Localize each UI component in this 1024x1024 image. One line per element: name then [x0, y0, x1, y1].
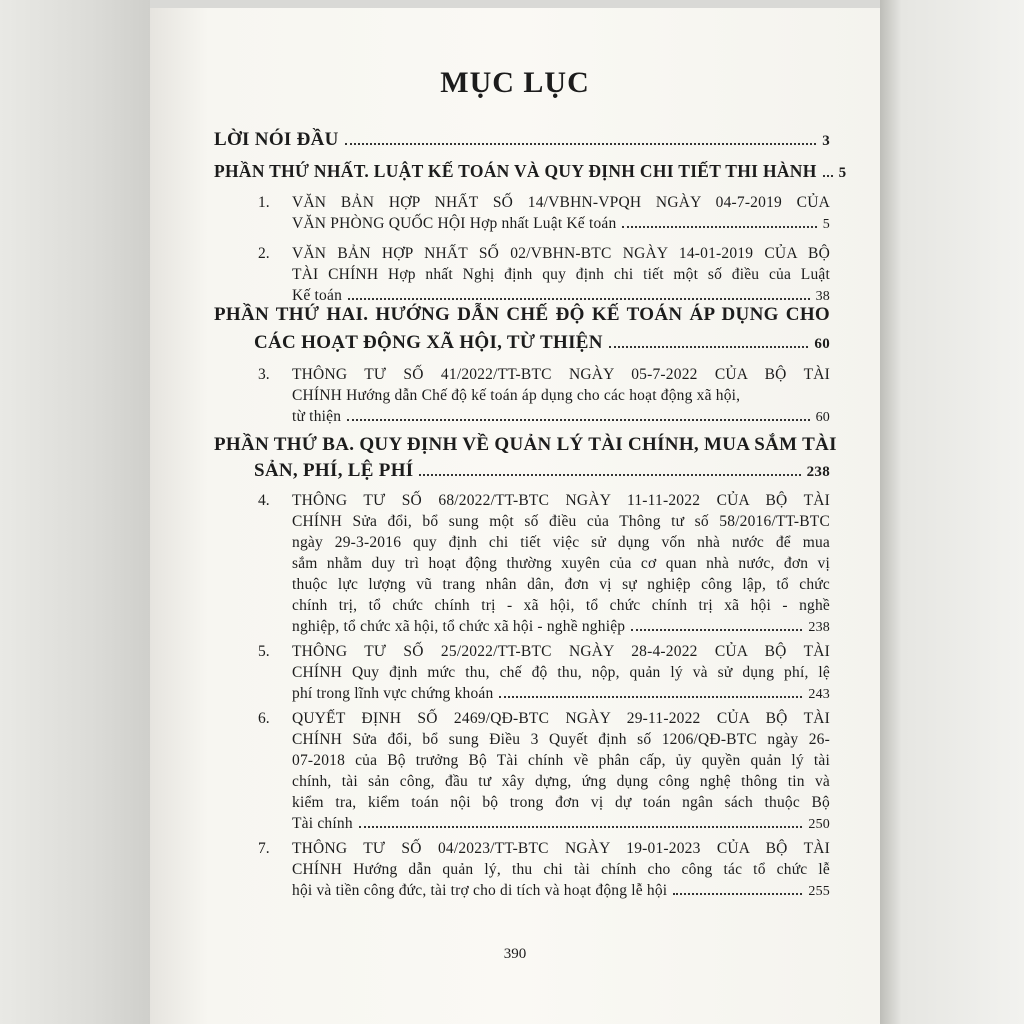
toc-part-3-line-1: PHẦN THỨ BA. QUY ĐỊNH VỀ QUẢN LÝ TÀI CHÍNH, MUA SẮM TÀI	[214, 434, 837, 455]
toc-item-4-line-6: chính trị, tổ chức chính trị - xã hội, tổ chức chính trị xã hội - nghề	[292, 597, 830, 614]
toc-part-2-page: 60	[814, 336, 830, 352]
toc-item-3-line-1: THÔNG TƯ SỐ 41/2022/TT-BTC NGÀY 05-7-2022 CỦA BỘ TÀI	[292, 366, 830, 383]
toc-item-1-line-2	[292, 215, 830, 233]
toc-item-7-line-1: THÔNG TƯ SỐ 04/2023/TT-BTC NGÀY 19-01-2023 CỦA BỘ TÀI	[292, 840, 830, 857]
toc-item-4-line-7-text: nghiệp, tổ chức xã hội, tổ chức xã hội - nghề nghiệp	[292, 618, 626, 635]
toc-item-2-line-3-text: Kế toán	[292, 287, 343, 304]
toc-item-6-page: 250	[808, 817, 830, 832]
toc-item-2-line-3	[292, 287, 830, 305]
toc-item-3-line-3-text: từ thiện	[292, 408, 342, 425]
toc-item-5-line-2: CHÍNH Quy định mức thu, chế độ thu, nộp, quản lý và sử dụng phí, lệ	[292, 664, 830, 681]
toc-item-1-line-2-text: VĂN PHÒNG QUỐC HỘI Hợp nhất Luật Kế toán	[292, 215, 617, 232]
toc-item-6-line-6-text: Tài chính	[292, 815, 353, 832]
toc-item-3-number: 3.	[258, 366, 270, 383]
toc-item-7-line-3-text: hội và tiền công đức, tài trợ cho di tích và hoạt động lễ hội	[292, 882, 668, 899]
right-page-edge	[880, 0, 1024, 1024]
toc-item-1-line-1: VĂN BẢN HỢP NHẤT SỐ 14/VBHN-VPQH NGÀY 04-7-2019 CỦA	[292, 194, 830, 211]
toc-item-7-page: 255	[808, 884, 830, 899]
toc-item-6-line-5: kiểm tra, kiểm toán nội bộ trong đơn vị dự toán ngân sách thuộc Bộ	[292, 794, 830, 811]
toc-item-4-number: 4.	[258, 492, 270, 509]
toc-item-2-line-2: TÀI CHÍNH Hợp nhất Nghị định quy định chi tiết một số điều của Luật	[292, 266, 830, 283]
toc-item-1-page: 5	[822, 217, 830, 232]
dot-leader	[345, 143, 816, 145]
toc-item-2-page: 38	[815, 289, 830, 304]
toc-item-6-line-4: chính, tài sản công, đầu tư xây dựng, ứng dụng công nghệ thông tin và	[292, 773, 830, 790]
toc-item-6-line-6	[292, 815, 830, 833]
toc-item-5-line-3-text: phí trong lĩnh vực chứng khoán	[292, 685, 494, 702]
toc-item-7-line-3	[292, 882, 830, 900]
toc-item-5-number: 5.	[258, 643, 270, 660]
toc-loi-noi-dau-text: LỜI NÓI ĐẦU	[214, 129, 339, 150]
dot-leader	[347, 419, 809, 421]
toc-loi-noi-dau-page: 3	[822, 133, 830, 149]
toc-part-3-line-2-text: SẢN, PHÍ, LỆ PHÍ	[254, 460, 414, 481]
dot-leader	[673, 893, 802, 895]
dot-leader	[622, 226, 816, 228]
toc-item-5-line-3	[292, 685, 830, 703]
dot-leader	[359, 826, 803, 828]
toc-item-4-line-4: sắm nhằm duy trì hoạt động thường xuyên của cơ quan nhà nước, đơn vị	[292, 555, 830, 572]
toc-item-6-line-3: 07-2018 của Bộ trưởng Bộ Tài chính về phân cấp, ủy quyền quản lý tài	[292, 752, 830, 769]
dot-leader	[823, 175, 833, 177]
toc-item-2-line-1: VĂN BẢN HỢP NHẤT SỐ 02/VBHN-BTC NGÀY 14-01-2019 CỦA BỘ	[292, 245, 830, 262]
toc-item-5-line-1: THÔNG TƯ SỐ 25/2022/TT-BTC NGÀY 28-4-2022 CỦA BỘ TÀI	[292, 643, 830, 660]
toc-item-3-line-3	[292, 408, 830, 426]
toc-item-4-line-3: ngày 29-3-2016 quy định chi tiết việc sử dụng vốn nhà nước để mua	[292, 534, 830, 551]
dot-leader	[348, 298, 810, 300]
toc-item-3-line-2: CHÍNH Hướng dẫn Chế độ kế toán áp dụng cho các hoạt động xã hội,	[292, 387, 741, 404]
dot-leader	[631, 629, 802, 631]
toc-item-5-page: 243	[808, 687, 830, 702]
toc-item-4-line-1: THÔNG TƯ SỐ 68/2022/TT-BTC NGÀY 11-11-2022 CỦA BỘ TÀI	[292, 492, 830, 509]
toc-part-1-text: PHẦN THỨ NHẤT. LUẬT KẾ TOÁN VÀ QUY ĐỊNH CHI TIẾT THI HÀNH	[214, 161, 817, 181]
toc-item-4-page: 238	[808, 620, 830, 635]
toc-item-4-line-5: thuộc lực lượng vũ trang nhân dân, đơn vị sự nghiệp công lập, tổ chức	[292, 576, 830, 593]
book-page	[150, 8, 880, 1024]
page-title: MỤC LỤC	[440, 66, 590, 99]
toc-part-2-line-1: PHẦN THỨ HAI. HƯỚNG DẪN CHẾ ĐỘ KẾ TOÁN ÁP DỤNG CHO	[214, 304, 830, 325]
toc-loi-noi-dau	[214, 129, 830, 151]
toc-part-1-page: 5	[838, 165, 847, 181]
toc-part-3-line-2	[254, 460, 830, 482]
left-page-edge	[0, 0, 150, 1024]
toc-item-7-number: 7.	[258, 840, 270, 857]
toc-part-3-page: 238	[806, 464, 830, 480]
toc-item-6-line-2: CHÍNH Sửa đổi, bổ sung Điều 3 Quyết định số 1206/QĐ-BTC ngày 26-	[292, 731, 830, 748]
toc-part-1	[214, 161, 847, 182]
toc-part-2-line-2-text: CÁC HOẠT ĐỘNG XÃ HỘI, TỪ THIỆN	[254, 332, 603, 353]
toc-item-4-line-7	[292, 618, 830, 636]
toc-item-2-number: 2.	[258, 245, 270, 262]
dot-leader	[609, 346, 809, 348]
toc-item-6-line-1: QUYẾT ĐỊNH SỐ 2469/QĐ-BTC NGÀY 29-11-2022 CỦA BỘ TÀI	[292, 710, 830, 727]
toc-item-1-number: 1.	[258, 194, 270, 211]
dot-leader	[419, 474, 800, 476]
page-number: 390	[503, 946, 527, 962]
toc-item-3-page: 60	[815, 410, 830, 425]
toc-part-2-line-2	[254, 332, 830, 354]
toc-item-7-line-2: CHÍNH Hướng dẫn quản lý, thu chi tài chính cho công tác tổ chức lễ	[292, 861, 830, 878]
toc-item-6-number: 6.	[258, 710, 270, 727]
dot-leader	[499, 696, 802, 698]
toc-item-4-line-2: CHÍNH Sửa đổi, bổ sung một số điều của Thông tư số 58/2016/TT-BTC	[292, 513, 830, 530]
